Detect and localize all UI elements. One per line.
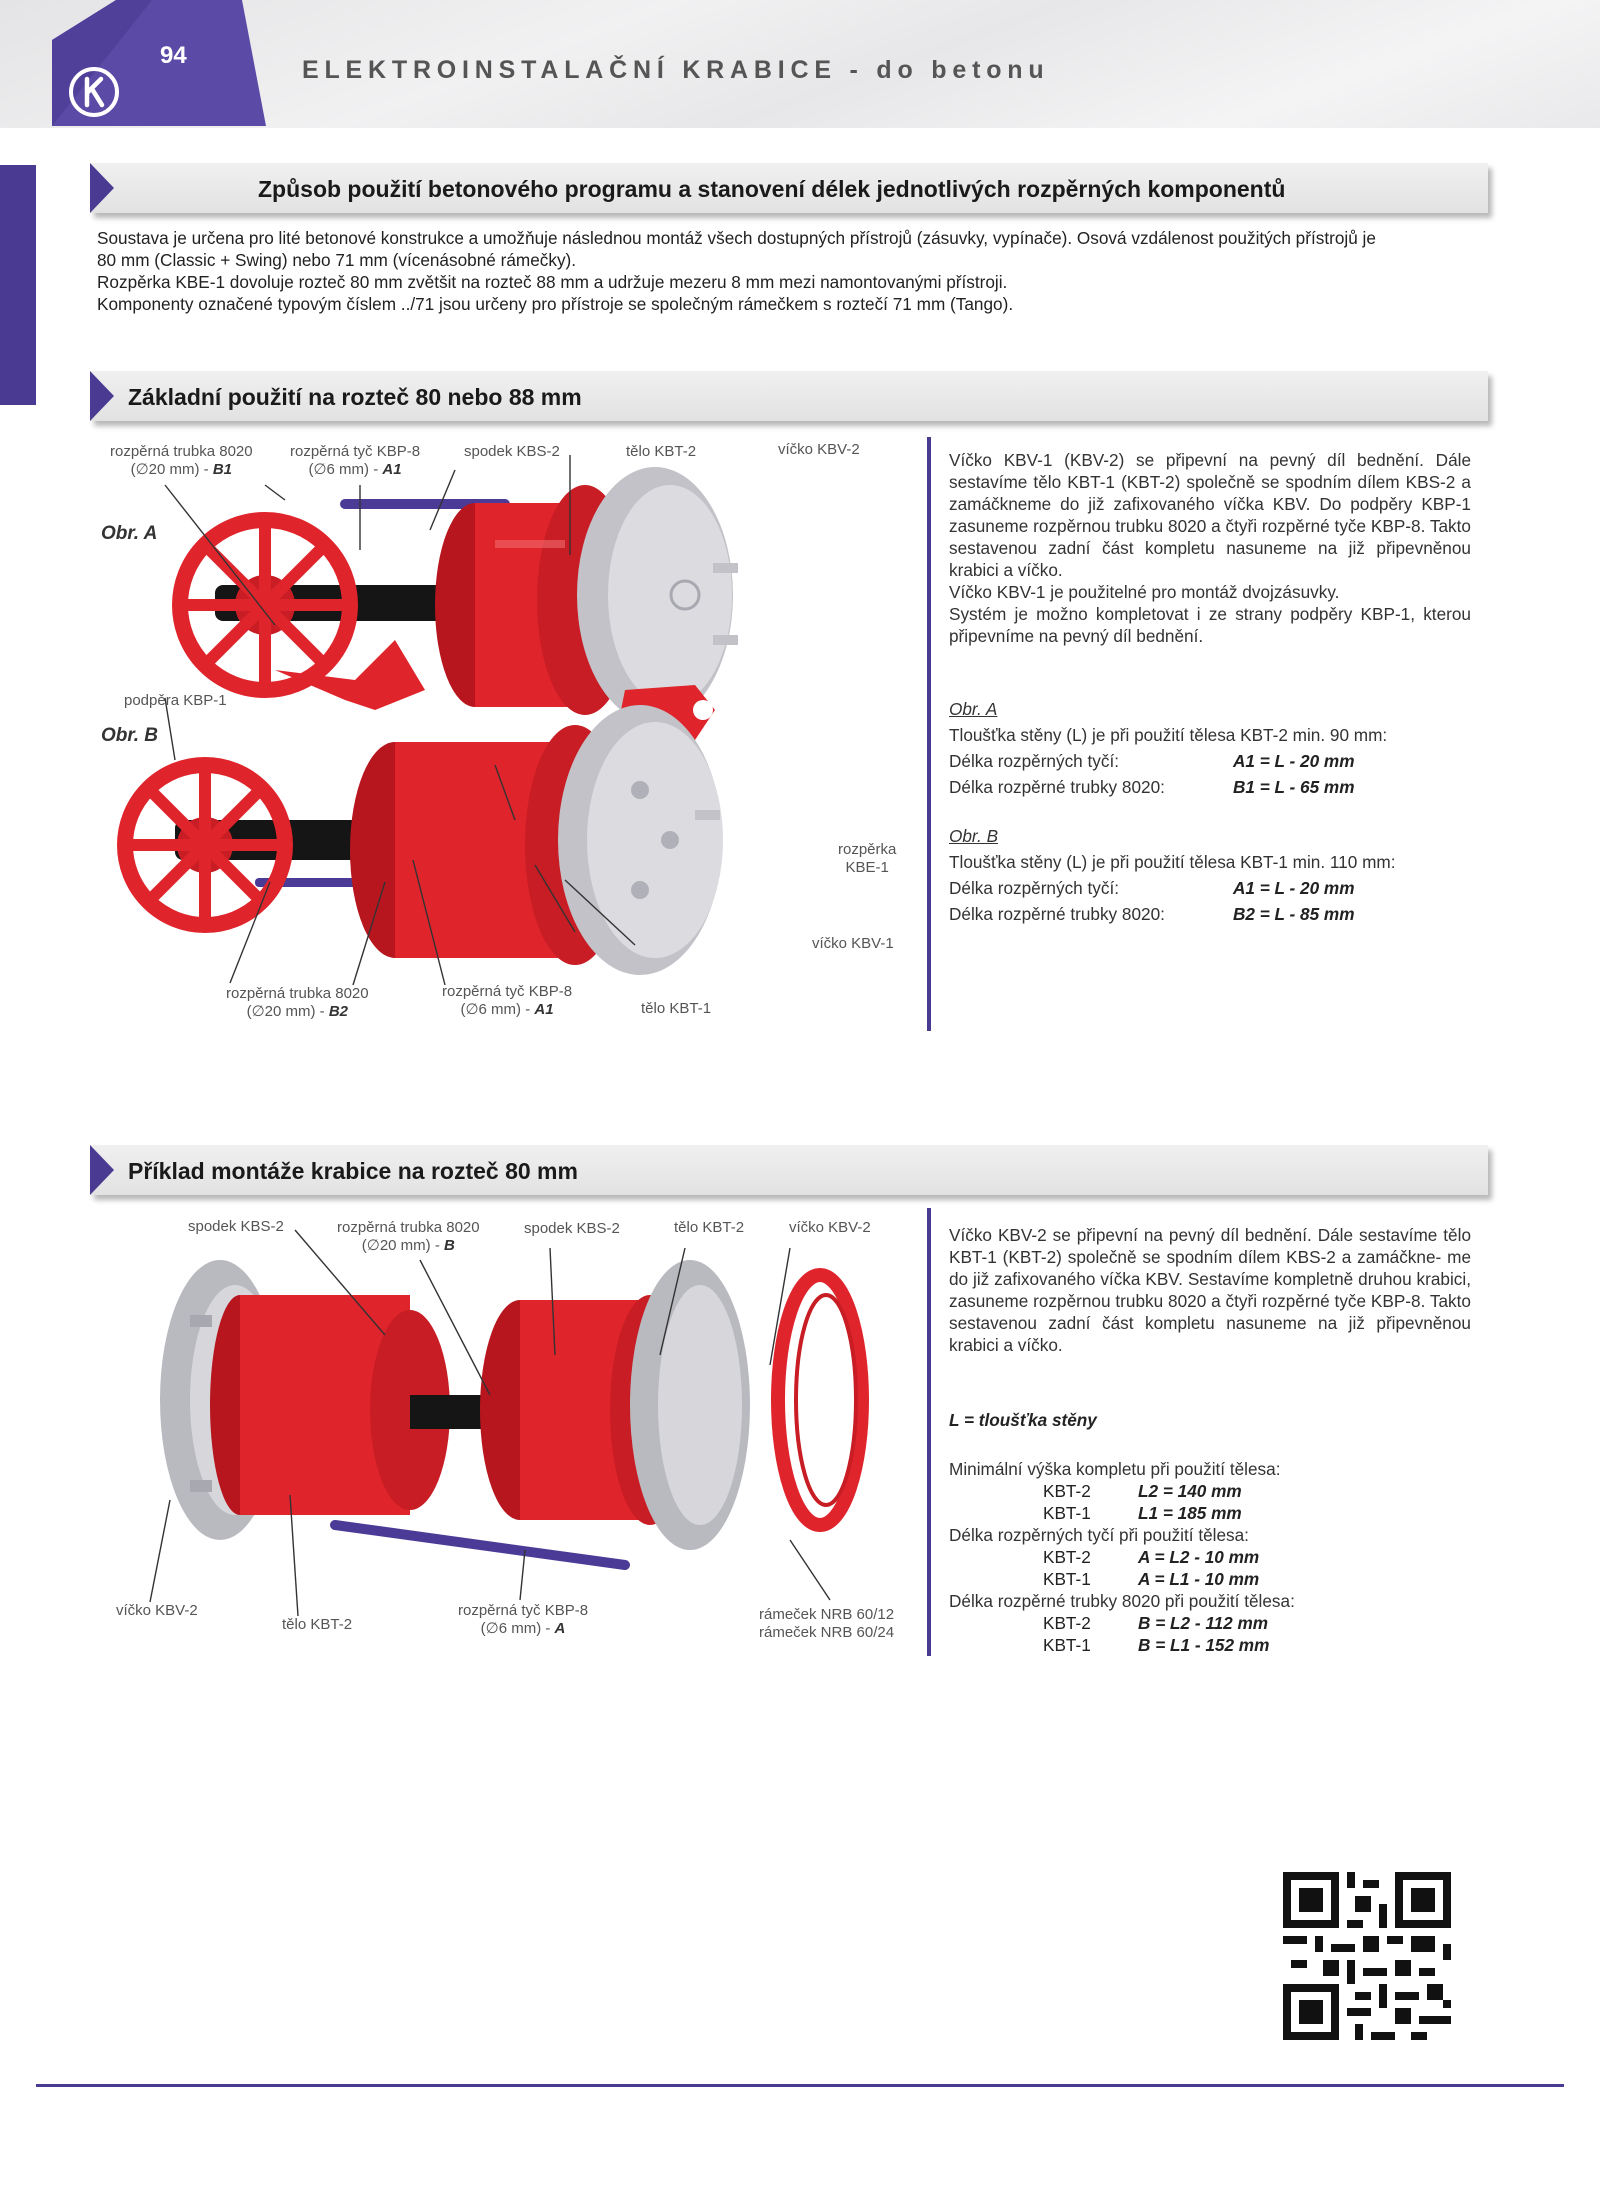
obr-a-calculation: Obr. A Tloušťka stěny (L) je při použití tělesa KBT-2 min. 90 mm: Délka rozpěrných tyčí: A1 = L - 20 mm Délka rozpěrné trubky 8020: B1 = L - 65 mm: [949, 699, 1388, 797]
label-lid-kbv2-left: víčko KBV-2: [116, 1602, 198, 1619]
label-rod-a1: rozpěrná tyč KBP-8 (∅6 mm) - A1: [290, 443, 421, 478]
label-base-kbs2: spodek KBS-2: [464, 443, 560, 460]
figure-b-assembly: [125, 705, 723, 975]
header-title: ELEKTROINSTALAČNÍ KRABICE - do betonu: [302, 56, 1050, 84]
label-lid-kbv2-right: víčko KBV-2: [789, 1219, 871, 1236]
page-number: 94: [160, 42, 187, 69]
label-spacer-kbe1: rozpěrka KBE-1: [838, 841, 897, 876]
qr-code-icon[interactable]: [1283, 1872, 1451, 2040]
label-frame-nrb: rámeček NRB 60/12 rámeček NRB 60/24: [759, 1606, 895, 1641]
label-rod-a: rozpěrná tyč KBP-8 (∅6 mm) - A: [458, 1602, 589, 1637]
label-lid-kbv1: víčko KBV-1: [812, 935, 894, 952]
intro-line: 80 mm (Classic + Swing) nebo 71 mm (vícenásobné rámečky).: [97, 250, 577, 270]
label-body-kbt2: tělo KBT-2: [626, 443, 697, 460]
obr-b-calculation: Obr. B Tloušťka stěny (L) je při použití tělesa KBT-1 min. 110 mm: Délka rozpěrných tyčí: A1 = L - 20 mm Délka rozpěrné trubky 8020: B2 = L - 85 mm: [949, 826, 1396, 924]
section-marker-icon: [90, 163, 114, 213]
section-title-basic-usage: Základní použití na rozteč 80 nebo 88 mm: [128, 384, 582, 410]
intro-paragraph: [97, 227, 1376, 315]
figure-a-assembly: [180, 467, 738, 740]
section-bar-mounting-example: [90, 1145, 1488, 1195]
section-marker-icon: [90, 1145, 114, 1195]
company-logo-icon: [68, 66, 120, 118]
spacer-rod-a: [335, 1525, 625, 1565]
label-tube-b1: rozpěrná trubka 8020 (∅20 mm) - B1: [110, 443, 253, 478]
label-lid-kbv2: víčko KBV-2: [778, 441, 860, 458]
right-lid-kbv2: [630, 1260, 750, 1550]
section-marker-icon: [90, 371, 114, 421]
section-title-mounting-example: Příklad montáže krabice na rozteč 80 mm: [128, 1158, 578, 1184]
figure-ab-illustration: [95, 440, 915, 1030]
intro-line: Rozpěrka KBE-1 dovoluje rozteč 80 mm zvětšit na rozteč 88 mm a udržuje mezeru 8 mm mezi namontovanými přístroji.: [97, 272, 1008, 292]
support-wheel-b: [125, 765, 285, 925]
footer-rule: [36, 2084, 1564, 2087]
mounting-example-illustration: [110, 1220, 910, 1640]
dimension-table: Minimální výška kompletu při použití tělesa: KBT-2 L2 = 140 mm KBT-1 L1 = 185 mm Délka rozpěrných tyčí při použití tělesa: KBT-2 A = L2 - 10 mm KBT-1 A = L1 - 10 mm Délka rozpěrné trubky 8020 při použití tělesa: KBT-2 B = L2 - 112 mm KBT-1 B = L1 - 152 mm: [949, 1459, 1295, 1655]
label-tube-b: rozpěrná trubka 8020 (∅20 mm) - B: [337, 1219, 480, 1254]
label-rod-a1-b: rozpěrná tyč KBP-8 (∅6 mm) - A1: [442, 983, 573, 1018]
label-support-kbp1: podpěra KBP-1: [124, 692, 227, 709]
mounting-description: Víčko KBV-2 se připevní na pevný díl bednění. Dále sestavíme tělo KBT-1 (KBT-2) společně se spodním dílem KBS-2 a zamáčkne- me do již zafixovaného víčka KBV. Sestavíme kompletně druhou krabici, zasuneme rozpěrnou trubku 8020 a čtyři rozpěrné tyče KBP-8. Takto sestavenou zadní část kompletu nasuneme na již připevněnou krabici a víčko.: [949, 1225, 1471, 1355]
chapter-number: 1: [0, 349, 31, 409]
divider-line: [927, 437, 931, 1031]
figure-a-caption: Obr. A: [101, 523, 158, 544]
label-tube-b2: rozpěrná trubka 8020 (∅20 mm) - B2: [226, 985, 369, 1020]
lid-kbv1: [558, 705, 723, 975]
section-title-usage: Způsob použití betonového programu a stanovení délek jednotlivých rozpěrných komponentů: [258, 176, 1286, 202]
section-bar-usage: [90, 163, 1488, 213]
label-base-kbs2-left: spodek KBS-2: [188, 1218, 284, 1235]
intro-line: Komponenty označené typovým číslem ../71 jsou určeny pro přístroje se společným rámečkem s roztečí 71 mm (Tango).: [97, 294, 1014, 314]
label-body-kbt2-right: tělo KBT-2: [674, 1219, 745, 1236]
frame-nrb: [778, 1275, 862, 1525]
figure-b-caption: Obr. B: [101, 725, 159, 746]
lid-kbv2: [577, 467, 738, 723]
divider-line: [927, 1208, 931, 1656]
basic-usage-description: Víčko KBV-1 (KBV-2) se připevní na pevný díl bednění. Dále sestavíme tělo KBT-1 (KBT-2) společně se spodním dílem KBS-2 a zamáčkneme do již zafixovaného víčka KBV. Do podpěry KBP-1 zasuneme rozpěrnou trubku 8020 a čtyři rozpěrné tyče KBP-8. Takto sestavenou zadní část kompletu nasuneme na již připevněnou krabici a víčko. Víčko KBV-1 je použitelné pro montáž dvojzásuvky. Systém je možno kompletovat i ze strany podpěry KBP-1, kterou připevníme na pevný díl bednění.: [949, 450, 1471, 646]
wall-thickness-definition: L = tloušťka stěny: [949, 1410, 1097, 1430]
label-base-kbs2-right: spodek KBS-2: [524, 1220, 620, 1237]
label-body-kbt2-left: tělo KBT-2: [282, 1616, 353, 1633]
section-bar-basic-usage: [90, 371, 1488, 421]
intro-line: Soustava je určena pro lité betonové konstrukce a umožňuje následnou montáž všech dostupných přístrojů (zásuvky, vypínače). Osová vzdálenost použitých přístrojů je: [97, 228, 1376, 248]
label-body-kbt1: tělo KBT-1: [641, 1000, 712, 1017]
